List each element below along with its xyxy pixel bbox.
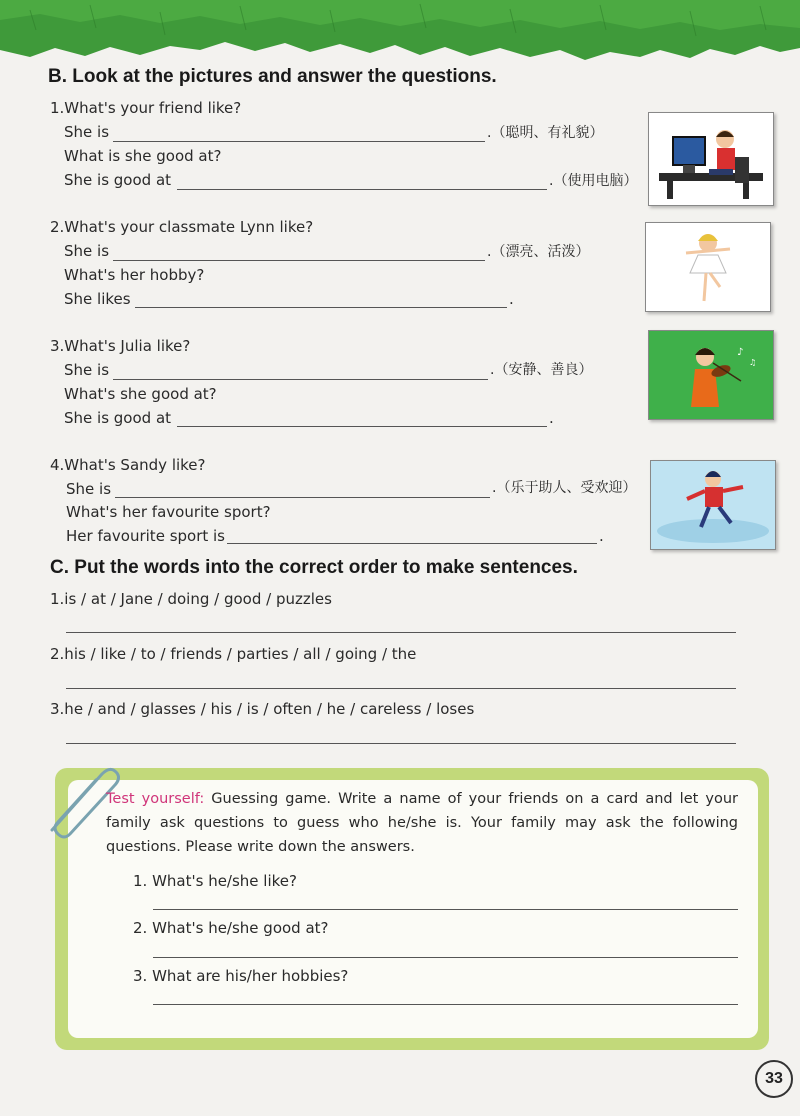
q1-line3-prefix: She is good at: [64, 171, 172, 189]
q3-line1-hint: .（安静、善良）: [490, 362, 593, 378]
q4-answer-blank-1[interactable]: [115, 497, 490, 498]
ty-question-2: 2. What's he/she good at?: [133, 919, 329, 937]
c-item-2: 2.his / like / to / friends / parties / all / going / the: [50, 645, 417, 663]
c-item-1: 1.is / at / Jane / doing / good / puzzles: [50, 590, 332, 608]
q1-line1-hint: .（聪明、有礼貌）: [487, 125, 604, 141]
q3-line3-prefix: She is good at: [64, 409, 172, 427]
q3-line1-prefix: She is: [64, 361, 110, 379]
test-yourself-body: Guessing game. Write a name of your friends on a card and let your family ask questions to guess who he/she is. Your family may ask the following questions. Please write down the answers.: [106, 791, 738, 855]
q1-picture-girl-computer: [648, 112, 774, 206]
q4-line1-hint: .（乐于助人、受欢迎）: [492, 480, 637, 496]
q4-question: 4.What's Sandy like?: [50, 456, 206, 474]
q4-line3-prefix: Her favourite sport is: [66, 527, 226, 545]
c-answer-blank-1[interactable]: [66, 632, 736, 633]
q4-line3-end: .: [599, 527, 604, 545]
ty-answer-blank-2[interactable]: [153, 957, 738, 958]
q2-picture-ballet-dancer: [645, 222, 771, 312]
q1-answer-blank-1[interactable]: [113, 141, 485, 142]
q2-line1-hint: .（漂亮、活泼）: [487, 244, 590, 260]
q2-line3-end: .: [509, 290, 514, 308]
section-b-title: B. Look at the pictures and answer the questions.: [48, 66, 497, 87]
ty-question-3: 3. What are his/her hobbies?: [133, 967, 349, 985]
q2-question: 2.What's your classmate Lynn like?: [50, 218, 314, 236]
ty-answer-blank-1[interactable]: [153, 909, 738, 910]
q1-line1-prefix: She is: [64, 123, 110, 141]
q1-line2: What is she good at?: [64, 147, 222, 165]
q2-answer-blank-1[interactable]: [113, 260, 485, 261]
ty-answer-blank-3[interactable]: [153, 1004, 738, 1005]
q2-line1-prefix: She is: [64, 242, 110, 260]
q2-line3-prefix: She likes: [64, 290, 131, 308]
ty-question-1: 1. What's he/she like?: [133, 872, 297, 890]
q1-line3-hint: .（使用电脑）: [549, 173, 638, 189]
q3-picture-girl-violin: [648, 330, 774, 420]
test-yourself-text: [106, 787, 738, 859]
test-yourself-label: Test yourself:: [106, 791, 205, 807]
q3-question: 3.What's Julia like?: [50, 337, 191, 355]
q3-answer-blank-1[interactable]: [113, 379, 488, 380]
page-number: 33: [755, 1060, 793, 1098]
section-c-title: C. Put the words into the correct order to make sentences.: [50, 557, 578, 578]
q2-answer-blank-2[interactable]: [135, 307, 507, 308]
svg-text:♪: ♪: [737, 347, 744, 358]
q4-line1-prefix: She is: [66, 480, 112, 498]
q4-answer-blank-2[interactable]: [227, 543, 597, 544]
q3-line3-end: .: [549, 409, 554, 427]
header-grass-banner: [0, 0, 800, 72]
q1-answer-blank-2[interactable]: [177, 189, 547, 190]
c-answer-blank-2[interactable]: [66, 688, 736, 689]
q3-answer-blank-2[interactable]: [177, 426, 547, 427]
q1-question: 1.What's your friend like?: [50, 99, 242, 117]
c-item-3: 3.he / and / glasses / his / is / often / he / careless / loses: [50, 700, 475, 718]
svg-text:♫: ♫: [749, 358, 757, 367]
q4-picture-ice-skater: [650, 460, 776, 550]
q4-line2: What's her favourite sport?: [66, 503, 271, 521]
c-answer-blank-3[interactable]: [66, 743, 736, 744]
q3-line2: What's she good at?: [64, 385, 217, 403]
q2-line2: What's her hobby?: [64, 266, 205, 284]
